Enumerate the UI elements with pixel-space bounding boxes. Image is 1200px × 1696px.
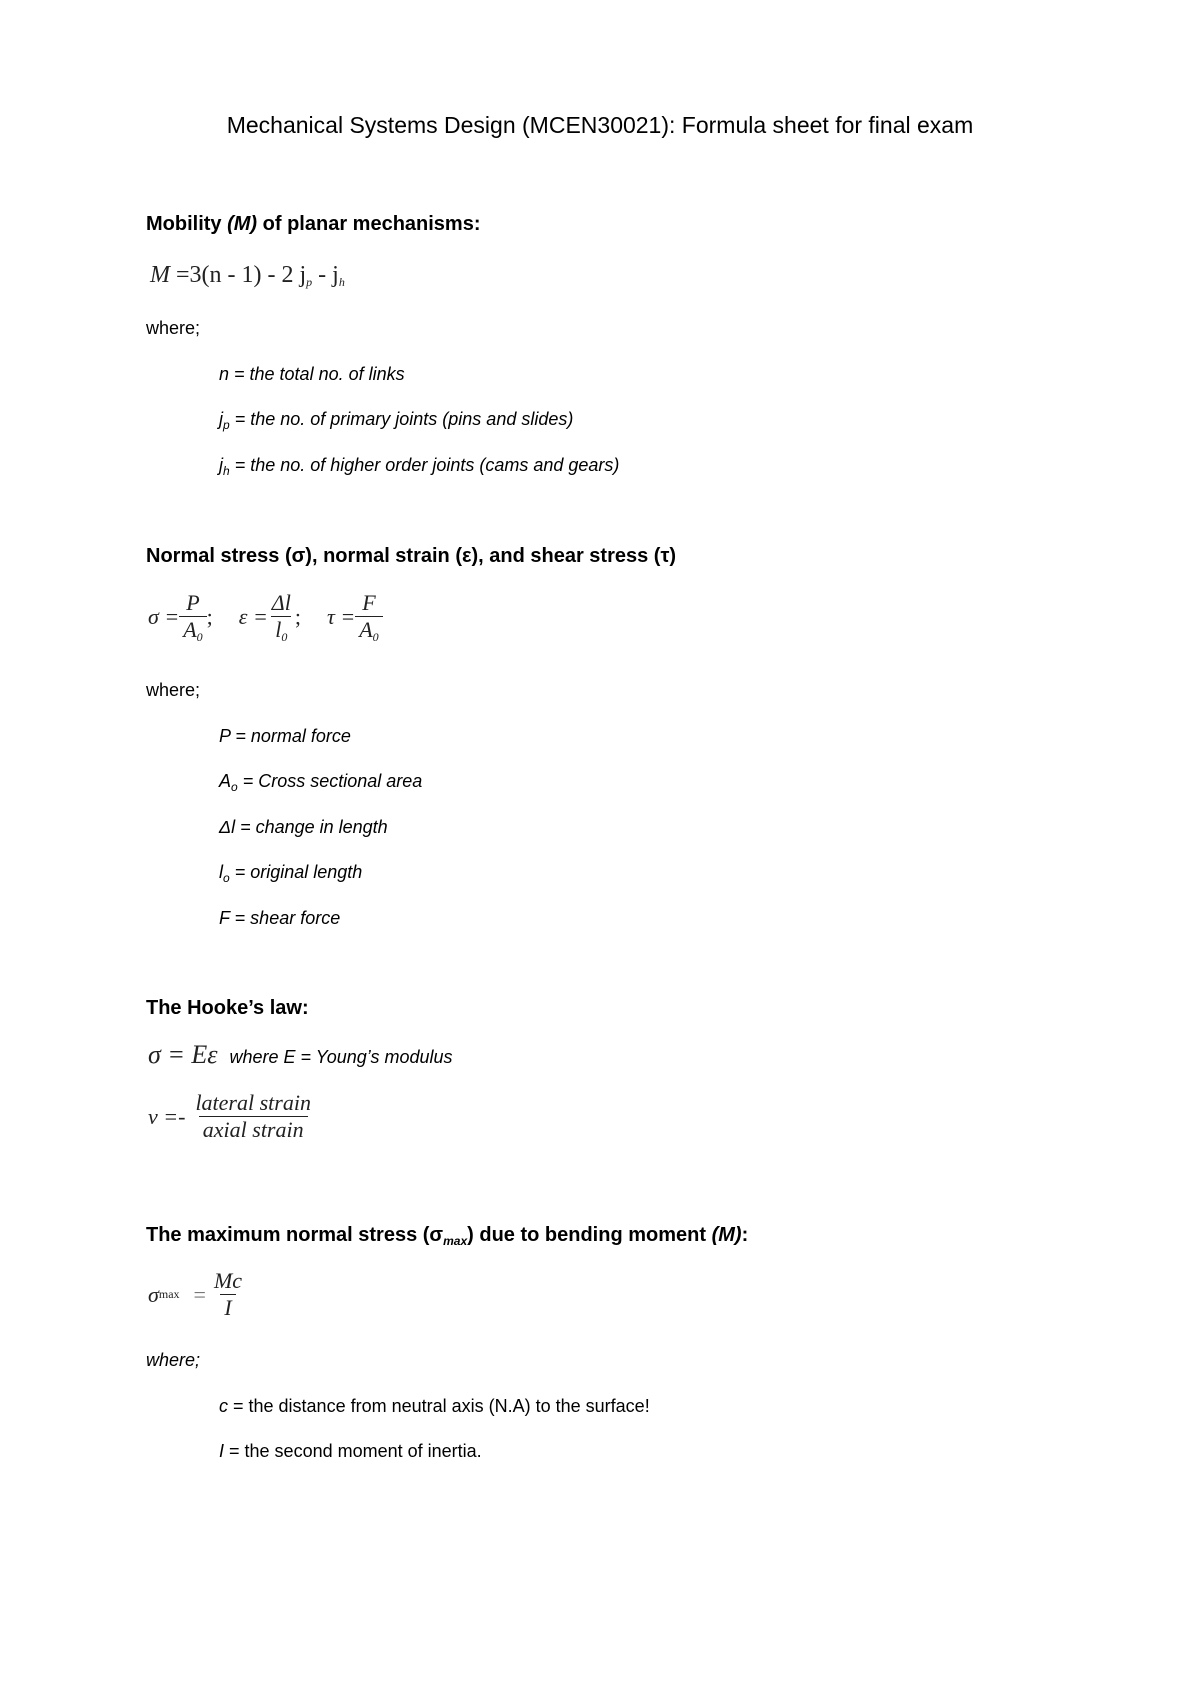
poisson-denominator: axial strain: [199, 1116, 308, 1143]
mobility-def-jp-symbol: j: [219, 409, 223, 429]
stress-def-ao-text: = Cross sectional area: [237, 771, 423, 791]
hooke-heading: The Hooke’s law:: [146, 997, 309, 1019]
stress-where: where;: [146, 680, 201, 700]
stress-def-lo-sub: o: [223, 871, 230, 885]
stress-sigma-fraction: [179, 590, 206, 645]
bending-def-c-symbol: c: [219, 1396, 228, 1416]
stress-sigma-den-symbol: A: [183, 617, 197, 643]
mobility-heading-symbol: (M): [227, 213, 258, 235]
bending-numerator: Mc: [213, 1268, 243, 1293]
mobility-def-jh-sub: h: [223, 464, 230, 478]
stress-separator-2: ;: [294, 604, 301, 630]
hooke-equation-note: where E = Young’s modulus: [229, 1047, 453, 1067]
mobility-def-jp: [219, 409, 573, 432]
bending-heading-sub: max: [443, 1234, 468, 1248]
stress-tau-fraction: [355, 590, 382, 645]
mobility-def-jh-text: = the no. of higher order joints (cams and gears): [229, 455, 620, 475]
bending-heading: [146, 1224, 748, 1248]
bending-def-i-text: = the second moment of inertia.: [224, 1441, 482, 1461]
stress-def-ao-sub: o: [231, 780, 238, 794]
stress-def-p: P = normal force: [219, 726, 351, 746]
mobility-heading-text: Mobility: [146, 213, 228, 235]
bending-equation: [148, 1268, 246, 1322]
poisson-equation: [148, 1090, 315, 1144]
stress-def-dl: Δl = change in length: [219, 817, 388, 837]
stress-def-f: F = shear force: [219, 908, 341, 928]
hooke-equation: σ = Eε: [148, 1040, 218, 1069]
stress-def-lo: [219, 862, 362, 885]
hooke-equation-line: [148, 1040, 453, 1070]
bending-def-c-text: = the distance from neutral axis (N.A) to the surface!: [228, 1396, 650, 1416]
stress-tau-denominator: [355, 616, 382, 644]
bending-def-c: [219, 1396, 650, 1417]
mobility-eq-lhs: M: [150, 262, 170, 288]
stress-def-ao-symbol: A: [219, 771, 232, 791]
stress-tau-den-sub: 0: [372, 630, 379, 645]
poisson-fraction: [191, 1090, 315, 1144]
stress-def-lo-text: = original length: [229, 862, 363, 882]
stress-tau-den-symbol: A: [359, 617, 373, 643]
stress-sigma-numerator: P: [186, 590, 200, 615]
mobility-def-jh: [219, 455, 619, 478]
stress-eps-den-symbol: l: [275, 617, 282, 643]
stress-sigma-den-sub: 0: [196, 630, 203, 645]
bending-eq-lhs: σ: [148, 1281, 159, 1307]
mobility-heading-rest: of planar mechanisms:: [257, 213, 481, 235]
stress-heading: Normal stress (σ), normal strain (ε), and shear stress (τ): [146, 545, 677, 567]
stress-eps-den-sub: 0: [281, 630, 288, 645]
mobility-eq-minus: - j: [312, 262, 339, 288]
stress-tau-lhs: τ =: [326, 604, 356, 630]
mobility-equation: [150, 262, 345, 290]
poisson-numerator: lateral strain: [195, 1090, 311, 1115]
bending-where: where;: [146, 1350, 201, 1370]
stress-def-lo-symbol: l: [219, 862, 223, 882]
bending-heading-text: The maximum normal stress (σ: [146, 1224, 444, 1246]
bending-denominator: I: [220, 1294, 235, 1321]
bending-eq-lhs-sub: max: [158, 1287, 180, 1302]
poisson-lhs: ν =-: [148, 1103, 186, 1129]
bending-eq-equals: =: [193, 1281, 206, 1307]
bending-def-i-symbol: I: [219, 1441, 225, 1461]
stress-eps-fraction: [268, 590, 295, 645]
mobility-eq-sub-h: h: [338, 275, 345, 289]
bending-fraction: [210, 1268, 246, 1322]
stress-eps-denominator: [271, 616, 291, 644]
mobility-eq-rhs: =3(n - 1) - 2 j: [176, 262, 307, 288]
stress-equations: [148, 590, 383, 645]
bending-heading-end: :: [741, 1224, 749, 1246]
stress-eps-numerator: Δl: [271, 590, 291, 615]
stress-separator-1: ;: [206, 604, 213, 630]
mobility-def-jp-sub: p: [223, 418, 230, 432]
stress-def-ao: [219, 771, 422, 794]
mobility-def-jp-text: = the no. of primary joints (pins and slides): [229, 409, 574, 429]
stress-sigma-lhs: σ =: [148, 604, 180, 630]
stress-eps-lhs: ε =: [238, 604, 268, 630]
mobility-eq-sub-p: p: [306, 275, 313, 289]
page-title: Mechanical Systems Design (MCEN30021): Formula sheet for final exam: [226, 112, 974, 138]
stress-sigma-denominator: [179, 616, 206, 644]
mobility-def-jh-symbol: j: [219, 455, 223, 475]
bending-heading-symbol: (M): [711, 1224, 742, 1246]
mobility-where: where;: [146, 318, 201, 338]
mobility-heading: [146, 213, 481, 236]
mobility-def-n: n = the total no. of links: [219, 364, 405, 384]
bending-def-i: [219, 1441, 482, 1462]
bending-heading-rest: ) due to bending moment: [467, 1224, 712, 1246]
stress-tau-numerator: F: [362, 590, 376, 615]
